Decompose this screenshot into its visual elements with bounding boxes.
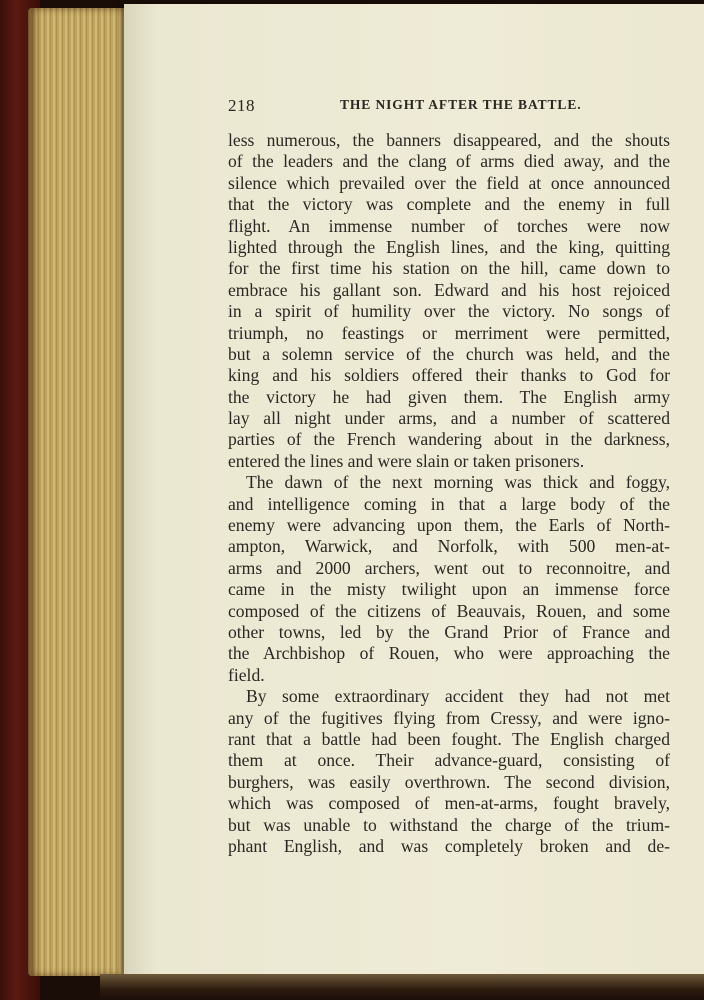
text-line: phant English, and was completely broken and de-	[228, 835, 670, 856]
text-line: burghers, was easily overthrown. The second division,	[228, 771, 670, 792]
text-line: field.	[228, 664, 265, 685]
text-line: the Archbishop of Rouen, who were approaching the	[228, 643, 670, 664]
text-line: that the victory was complete and the enemy in full	[228, 194, 670, 215]
text-line: flight. An immense number of torches were now	[228, 215, 670, 236]
text-line: king and his soldiers offered their thanks to God for	[228, 365, 670, 386]
paragraph-2	[228, 472, 670, 686]
text-line: of the leaders and the clang of arms died away, and the	[228, 151, 670, 172]
text-line: rant that a battle had been fought. The English charged	[228, 728, 670, 749]
text-line: came in the misty twilight upon an immense force	[228, 579, 670, 600]
text-line: and intelligence coming in that a large body of the	[228, 493, 670, 514]
text-line: the victory he had given them. The English army	[228, 386, 670, 407]
text-line: in a spirit of humility over the victory. No songs of	[228, 301, 670, 322]
text-line: embrace his gallant son. Edward and his host rejoiced	[228, 279, 670, 300]
text-line: parties of the French wandering about in the darkness,	[228, 429, 670, 450]
text-line: lighted through the English lines, and the king, quitting	[228, 236, 670, 257]
page-header	[228, 96, 668, 118]
text-line: enemy were advancing upon them, the Earls of North-	[228, 515, 670, 536]
text-line: By some extraordinary accident they had not met	[246, 686, 670, 707]
text-line: arms and 2000 archers, went out to reconnoitre, and	[228, 557, 670, 578]
text-line: silence which prevailed over the field at once announced	[228, 172, 670, 193]
text-line: but a solemn service of the church was held, and the	[228, 343, 670, 364]
text-line: for the first time his station on the hill, came down to	[228, 258, 670, 279]
running-head: THE NIGHT AFTER THE BATTLE.	[340, 97, 582, 112]
text-line: other towns, led by the Grand Prior of France and	[228, 621, 670, 642]
text-line: less numerous, the banners disappeared, and the shouts	[228, 130, 670, 150]
paragraph-1	[228, 130, 670, 472]
paragraph-3	[228, 686, 670, 857]
text-line: which was composed of men-at-arms, fought bravely,	[228, 793, 670, 814]
book-bottom-edge	[100, 974, 704, 1000]
text-line: but was unable to withstand the charge of the trium-	[228, 814, 670, 835]
page-number: 218	[228, 96, 255, 115]
body-text	[228, 130, 670, 857]
text-line: lay all night under arms, and a number of scattered	[228, 408, 670, 429]
text-line: composed of the citizens of Beauvais, Rouen, and some	[228, 600, 670, 621]
text-line: triumph, no feastings or merriment were permitted,	[228, 322, 670, 343]
text-line: ampton, Warwick, and Norfolk, with 500 men-at-	[228, 536, 670, 557]
text-line: The dawn of the next morning was thick and foggy,	[246, 472, 670, 493]
text-line: them at once. Their advance-guard, consisting of	[228, 750, 670, 771]
page-block-edges	[28, 8, 136, 976]
text-line: any of the fugitives flying from Cressy, and were igno-	[228, 707, 670, 728]
text-line: entered the lines and were slain or taken prisoners.	[228, 450, 585, 471]
